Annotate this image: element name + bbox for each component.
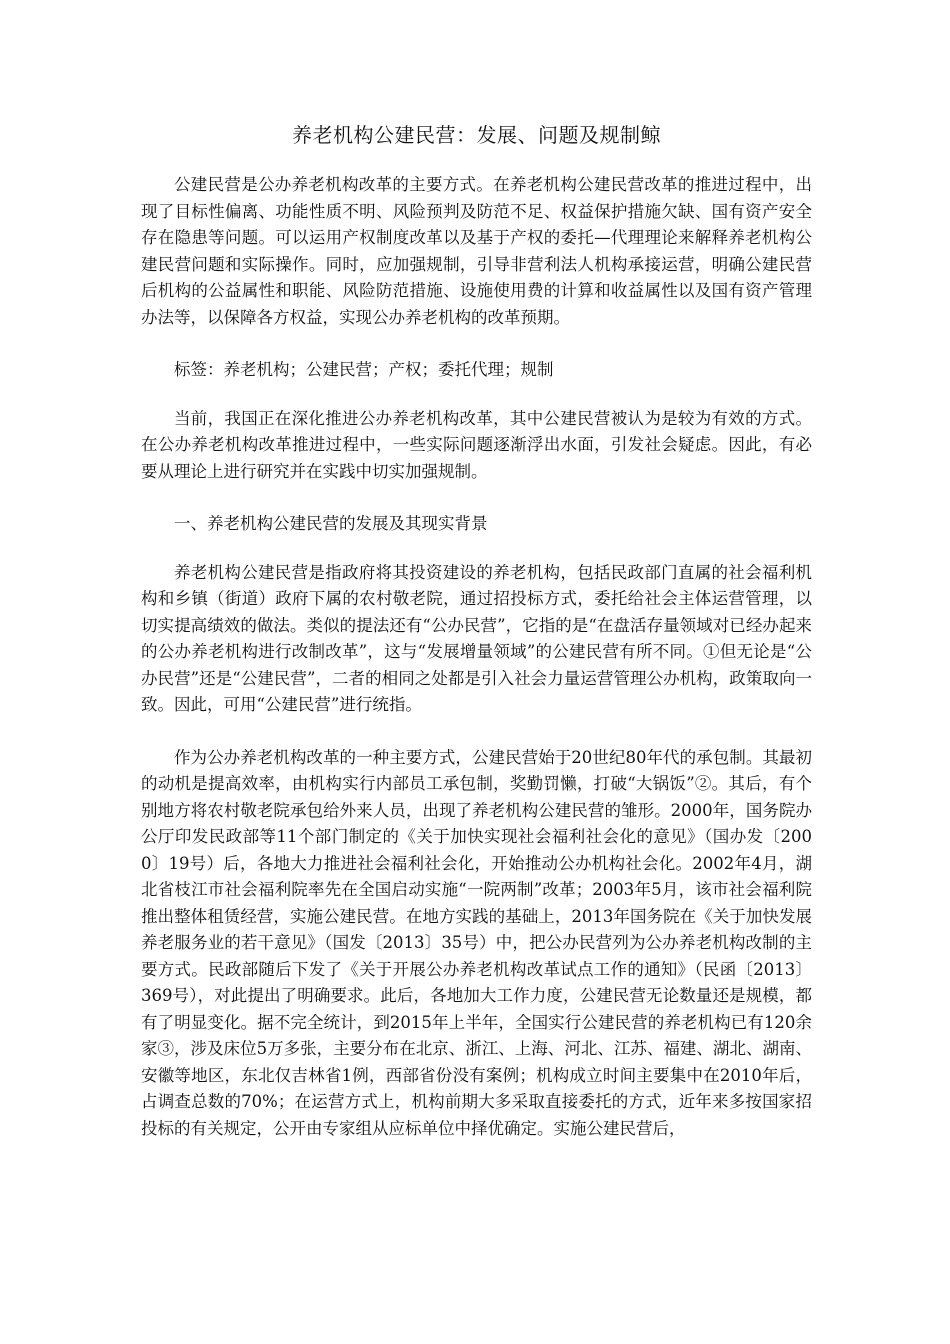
keywords-paragraph: 标签：养老机构；公建民营；产权；委托代理；规制	[174, 360, 554, 379]
intro-paragraph: 当前，我国正在深化推进公办养老机构改革，其中公建民营被认为是较为有效的方式。在公办养老机构改革推进过程中，一些实际问题逐渐浮出水面，引发社会疑虑。因此，有必要从理论上进行研究并在实践中切实加强规制。	[141, 408, 812, 481]
document-title: 养老机构公建民营：发展、问题及规制鲸	[292, 123, 661, 147]
body-paragraph-definition: 养老机构公建民营是指政府将其投资建设的养老机构，包括民政部门直属的社会福利机构和乡镇（街道）政府下属的农村敬老院，通过招投标方式，委托给社会主体运营管理，以切实提高绩效的做法。类似的提法还有“公办民营”，它指的是“在盘活存量领域对已经办起来的公办养老机构进行改制改革”，这与“发展增量领域”的公建民营有所不同。①但无论是“公办民营”还是“公建民营”，二者的相同之处都是引入社会力量运营管理公办机构，政策取向一致。因此，可用“公建民营”进行统指。	[141, 562, 812, 714]
body-paragraph-history: 作为公办养老机构改革的一种主要方式，公建民营始于20世纪80年代的承包制。其最初的动机是提高效率，由机构实行内部员工承包制，奖勤罚懒，打破“大锅饭”②。其后，有个别地方将农村敬老院承包给外来人员，出现了养老机构公建民营的雏形。2000年，国务院办公厅印发民政部等11个部门制定的《关于加快实现社会福利社会化的意见》（国办发〔2000〕19号）后，各地大力推进社会福利社会化，开始推动公办机构社会化。2002年4月，湖北省枝江市社会福利院率先在全国启动实施“一院两制”改革；2003年5月，该市社会福利院推出整体租赁经营，实施公建民营。在地方实践的基础上，2013年国务院在《关于加快发展养老服务业的若干意见》（国发〔2013〕35号）中，把公办民营列为公办养老机构改制的主要方式。民政部随后下发了《关于开展公办养老机构改革试点工作的通知》（民函〔2013〕369号），对此提出了明确要求。此后，各地加大工作力度，公建民营无论数量还是规模，都有了明显变化。据不完全统计，到2015年上半年，全国实行公建民营的养老机构已有120余家③，涉及床位5万多张，主要分布在北京、浙江、上海、河北、江苏、福建、湖北、湖南、安徽等地区，东北仅吉林省1例，西部省份没有案例；机构成立时间主要集中在2010年后，占调查总数的70%；在运营方式上，机构前期大多采取直接委托的方式，近年来多按国家招投标的有关规定，公开由专家组从应标单位中择优确定。实施公建民营后，	[141, 747, 812, 1138]
abstract-paragraph: 公建民营是公办养老机构改革的主要方式。在养老机构公建民营改革的推进过程中，出现了目标性偏离、功能性质不明、风险预判及防范不足、权益保护措施欠缺、国有资产安全存在隐患等问题。可以运用产权制度改革以及基于产权的委托—代理理论来解释养老机构公建民营问题和实际操作。同时，应加强规制，引导非营利法人机构承接运营，明确公建民营后机构的公益属性和职能、风险防范措施、设施使用费的计算和收益属性以及国有资产管理办法等，以保障各方权益，实现公办养老机构的改革预期。	[141, 175, 812, 327]
section-heading: 一、养老机构公建民营的发展及其现实背景	[174, 514, 488, 533]
document-body	[141, 118, 812, 1168]
